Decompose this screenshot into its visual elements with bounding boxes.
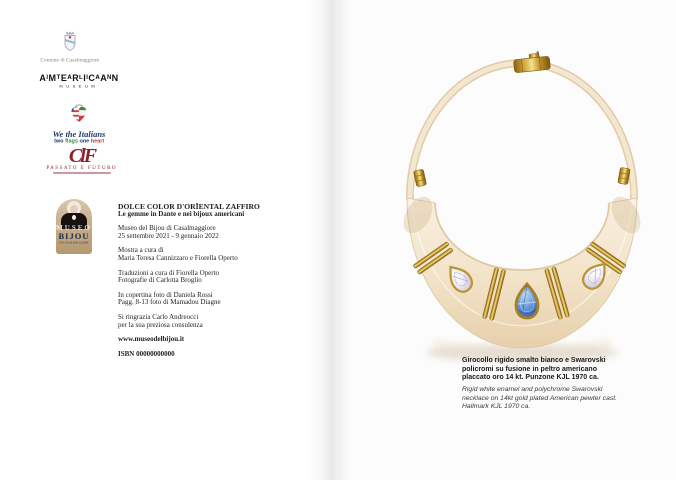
necklace-tube [410,63,634,198]
we-the-italians-title: We the Italians [52,129,106,139]
cover-photo-credit: In copertina foto di Daniela Rossi [118,290,213,299]
thanks-line1: Si ringrazia Carlo Andreocci [118,312,199,321]
thanks-line2: per la sua preziosa consulenza [118,320,203,329]
exhibition-title: DOLCE COLOR D'ORÏENTAL ZAFFIRO [118,202,260,211]
necklace-photo [372,8,664,366]
american-museum-logo [34,73,124,93]
curators: Maria Teresa Cannizzaro e Fiorella Operto [118,253,238,262]
caption-italian-line: Girocollo rigido smalto bianco e Swarovski [462,357,606,364]
tagline-word-heart: heart [90,138,105,144]
caption-english-line: necklace on 14kt gold plated American pewter cast. [462,394,618,402]
passato-futuro-tagline [53,172,111,174]
caption-english-line: Hallmark KJL 1970 ca. [462,403,531,411]
photography-credit: Fotografie di Carlotta Broglio [118,276,202,285]
museo-bijou-city-label: DI CASALMAGGIORE [59,241,89,245]
mannequin-necklace [72,215,76,220]
venue: Museo del Bijou di Casalmaggiore [118,224,216,233]
passato-futuro-monogram-icon: ClF [68,145,96,167]
isbn: ISBN 00000000000 [118,349,175,358]
tagline-word-flags: flags [64,138,78,144]
museo-bijou-logo [56,199,92,254]
colophon [118,203,318,365]
caption-italian-line: placcato oro 14 kt. Punzone KJL 1970 ca. [462,374,599,382]
museo-bijou-museo-label: MUSEO [56,224,92,232]
tagline-word-one: one [79,138,90,144]
american-museum-label: MUSEUM [59,84,99,89]
passato-futuro-logo [42,146,122,174]
comune-name: Comune di Casalmaggiore [40,57,100,63]
passato-futuro-name: PASSATO E FUTURO [46,165,118,171]
exhibition-dates: 25 settembre 2021 - 9 gennaio 2022 [118,231,219,240]
we-the-italians-logo [40,103,118,150]
caption-italian-line: policromi su fusione in peltro americano [462,365,597,373]
museo-bijou-bijou-label: BIJOU [58,231,90,241]
curator-label: Mostra a cura di [118,246,164,255]
two-flags-heart-icon [68,103,90,123]
artwork-caption [462,357,662,412]
comune-logo [28,31,112,69]
translations-credit: Traduzioni a cura di Fiorella Operto [118,268,220,277]
website: www.museodelbijou.it [118,335,185,344]
caption-english-line: Rigid white enamel and polychrome Swarovski [462,386,603,394]
comune-crest-icon [62,31,78,52]
we-the-italians-tagline [54,138,104,144]
pages-photo-credit: Pagg. 8-13 foto di Mamadou Diagne [118,298,221,307]
american-museum-wordmark: AᴵMᵀEᴬRᴸIᴵCᴬAᴺN [39,73,119,83]
necklace-band [398,192,647,348]
exhibition-subtitle: Le gemme in Dante e nei bijoux americani [118,209,245,218]
tagline-word-two: two [53,138,64,144]
necklace-clasp [513,50,551,73]
